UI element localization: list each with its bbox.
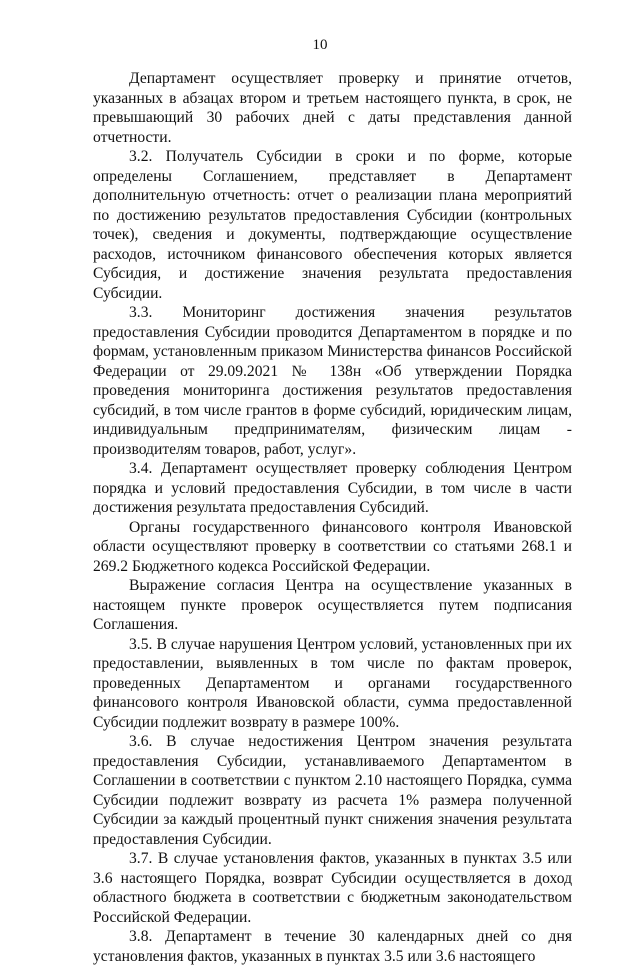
paragraph-financial-control: Органы государственного финансового контроля Ивановской области осуществляют проверку в соответствии со статьями 268.1 и 269.2 Бюджетного кодекса Российской Федерации. xyxy=(93,518,572,575)
page-number: 10 xyxy=(312,37,328,53)
paragraph-3-6: 3.6. В случае недостижения Центром значения результата предоставления Субсидии, устанавливаемого Департаментом в Соглашении в соответствии с пунктом 2.10 настоящего Порядка, сумма Субсидии подлежит возврату из расчета 1% размера полученной Субсидии за каждый процентный пункт снижения значения результата предоставления Субсидии. xyxy=(93,733,572,848)
paragraph-3-2: 3.2. Получатель Субсидии в сроки и по форме, которые определены Соглашением, представляет в Департамент дополнительную отчетность: отчет о реализации плана мероприятий по достижению результатов предоставления Субсидии (контрольных точек), сведения и документы, подтверждающие осуществление расходов, источником финансового обеспечения которых является Субсидия, и достижение значения результата предоставления Субсидии. xyxy=(93,148,572,302)
paragraph-3-3: 3.3. Мониторинг достижения значения результатов предоставления Субсидии проводится Департаментом в порядке и по формам, установленным приказом Министерства финансов Российской Федерации от 29.09.2021 № 138н «Об утверждении Порядка проведения мониторинга достижения результатов предоставления субсидий, в том числе грантов в форме субсидий, юридическим лицам, индивидуальным предпринимателям, физическим лицам - производителям товаров, работ, услуг». xyxy=(93,304,572,458)
paragraph-consent: Выражение согласия Центра на осуществление указанных в настоящем пункте проверок осуществляется путем подписания Соглашения. xyxy=(93,577,572,633)
paragraph-3-5: 3.5. В случае нарушения Центром условий, установленных при их предоставлении, выявленных в том числе по фактам проверок, проведенных Департаментом и органами государственного финансового контроля Ивановской области, сумма предоставленной Субсидии подлежит возврату в размере 100%. xyxy=(93,635,572,731)
paragraph-3-7: 3.7. В случае установления фактов, указанных в пунктах 3.5 или 3.6 настоящего Порядка, возврат Субсидии осуществляется в доход областного бюджета в соответствии с бюджетным законодательством Российской Федерации. xyxy=(93,850,572,926)
paragraph-report-check: Департамент осуществляет проверку и принятие отчетов, указанных в абзацах втором и третьем настоящего пункта, в срок, не превышающий 30 рабочих дней с даты представления данной отчетности. xyxy=(93,70,572,146)
document-body xyxy=(93,69,572,966)
paragraph-3-8: 3.8. Департамент в течение 30 календарных дней со дня установления фактов, указанных в пунктах 3.5 или 3.6 настоящего xyxy=(93,928,572,965)
paragraph-3-4: 3.4. Департамент осуществляет проверку соблюдения Центром порядка и условий предоставления Субсидии, в том числе в части достижения результата предоставления Субсидий. xyxy=(93,460,572,516)
